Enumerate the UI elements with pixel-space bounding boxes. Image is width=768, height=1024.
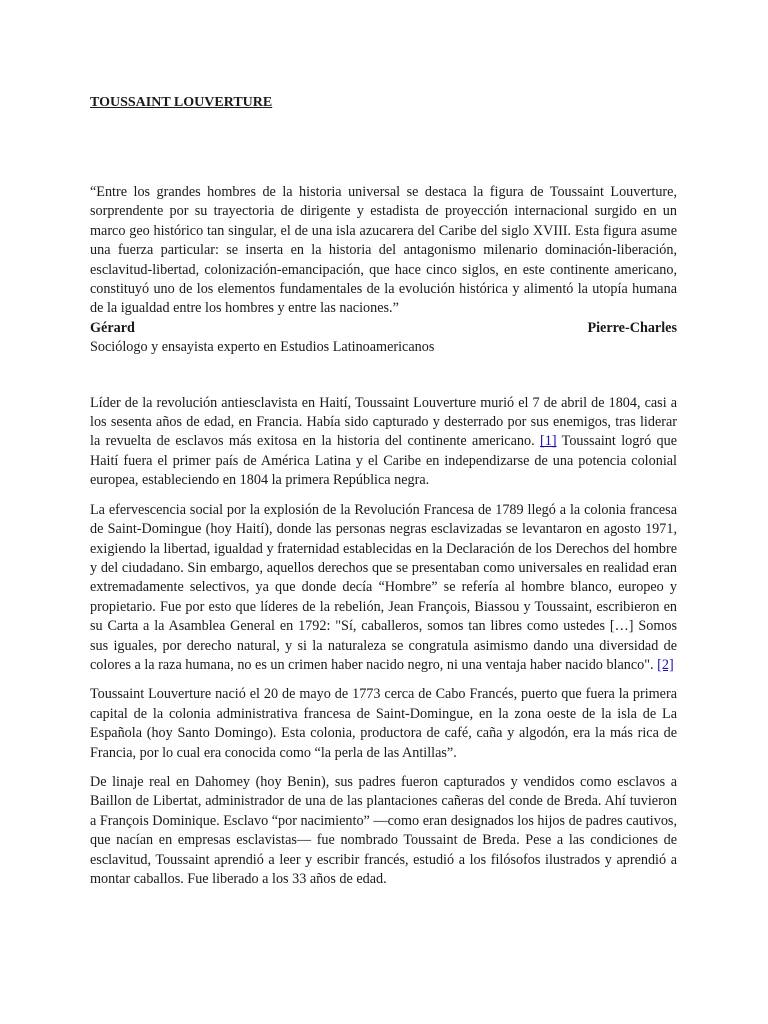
paragraph-1 (90, 394, 677, 491)
author-role: Sociólogo y ensayista experto en Estudios Latinoamericanos (90, 339, 435, 356)
document-title: TOUSSAINT LOUVERTURE (90, 95, 273, 110)
footnote-link-2[interactable]: [2] (657, 656, 674, 673)
author-first-name: Gérard (90, 319, 135, 336)
quote-author (90, 319, 677, 338)
paragraph-1-text-b: Toussaint logró que Haití fuera el primer país de América Latina y el Caribe en independizarse de una potencia colonial europea, estableciendo en 1804 la primera República negra. (90, 433, 678, 489)
author-last-name: Pierre-Charles (587, 319, 677, 336)
paragraph-2-text: La efervescencia social por la explosión de la Revolución Francesa de 1789 llegó a la colonia francesa de Saint-Domingue (hoy Haití), donde las personas negras esclavizadas se levantaron en agosto 1971, exigiendo la libertad, igualdad y fraternidad establecidas en la Declaración de los Derechos del hombre y del ciudadano. Sin embargo, aquellos derechos que se presentaban como universales en realidad eran extremadamente selectivos, ya que donde decía “Hombre” se refería al hombre blanco, europeo y propietario. Fue por esto que líderes de la rebelión, Jean François, Biassou y Toussaint, escribieron en su Carta a la Asamblea General en 1792: "Sí, caballeros, somos tan libres como ustedes […] Somos sus iguales, por derecho natural, y si la naturaleza se congratula asimismo dando una diversidad de colores a la raza humana, no es un crimen haber nacido negro, ni una ventaja haber nacido blanco". (90, 501, 677, 673)
footnote-link-1[interactable]: [1] (540, 433, 557, 450)
paragraph-1-text-a: Líder de la revolución antiesclavista en Haití, Toussaint Louverture murió el 7 de abril de 1804, casi a los sesenta años de edad, en Francia. Había sido capturado y desterrado por sus enemigos, tras liderar la revuelta de esclavos más exitosa en la historia del continente americano. (90, 394, 677, 450)
epigraph-quote: “Entre los grandes hombres de la historia universal se destaca la figura de Toussaint Louverture, sorprendente por su trayectoria de dirigente y estadista de proyección internacional surgido en un marco geo histórico tan singular, el de una isla azucarera del Caribe del siglo XVIII. Esta figura asume una fuerza particular: se inserta en la historia del antagonismo milenario dominación-liberación, esclavitud-libertad, colonización-emancipación, que hace cinco siglos, en este continente americano, constituyó uno de los elementos fundamentales de la evolución histórica y alimentó la utopía humana de la igualdad entre los hombres y entre las naciones.” (90, 184, 677, 317)
paragraph-3: Toussaint Louverture nació el 20 de mayo de 1773 cerca de Cabo Francés, puerto que fuera la primera capital de la colonia administrativa francesa de Saint-Domingue, en la zona oeste de la isla de La Española (hoy Santo Domingo). Esta colonia, productora de café, caña y algodón, era la más rica de Francia, por lo cual era conocida como “la perla de las Antillas”. (90, 686, 677, 761)
paragraph-4: De linaje real en Dahomey (hoy Benin), sus padres fueron capturados y vendidos como esclavos a Baillon de Libertat, administrador de una de las plantaciones cañeras del conde de Breda. Ahí tuvieron a François Dominique. Esclavo “por nacimiento” —como eran designados los hijos de padres cautivos, que nacían en empresas esclavistas— fue nombrado Toussaint de Breda. Pese a las condiciones de esclavitud, Toussaint aprendió a leer y escribir francés, estudió a los filósofos ilustrados y aprendió a montar caballos. Fue liberado a los 33 años de edad. (90, 773, 677, 887)
document-body (90, 94, 677, 899)
paragraph-2 (90, 501, 677, 676)
